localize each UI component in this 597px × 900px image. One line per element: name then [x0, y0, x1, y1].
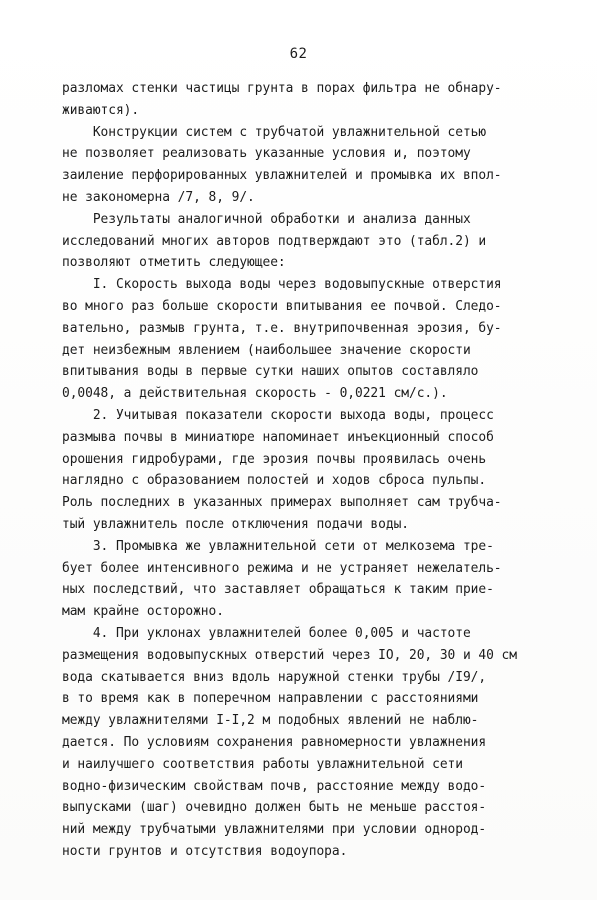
text-line: вательно, размыв грунта, т.е. внутрипочвенная эрозия, бу- — [62, 320, 502, 336]
text-line: заиление перфорированных увлажнителей и промывка их впол- — [62, 168, 502, 184]
page-number: 62 — [289, 46, 308, 62]
text-line: водно-физическим свойствам почв, расстояние между водо- — [62, 778, 487, 794]
text-line: 3. Промывка же увлажнительной сети от мелкозема тре- — [62, 538, 494, 554]
text-line: не закономерна /7, 8, 9/. — [62, 189, 255, 205]
text-line: вода скатывается вниз вдоль наружной стенки трубы /I9/, — [62, 669, 487, 685]
text-line: Результаты аналогичной обработки и анализа данных — [62, 211, 471, 227]
text-line: Роль последних в указанных примерах выполняет сам трубча- — [62, 495, 502, 511]
text-line: выпусками (шаг) очевидно должен быть не меньше расстоя- — [62, 800, 487, 816]
text-line: ных последствий, что заставляет обращаться к таким прие- — [62, 582, 494, 598]
text-line: наглядно с образованием полостей и ходов сброса пульпы. — [62, 473, 487, 489]
text-line: позволяют отметить следующее: — [62, 255, 286, 271]
text-line: тый увлажнитель после отключения подачи воды. — [62, 516, 409, 532]
text-line: дается. По условиям сохранения равномерности увлажнения — [62, 734, 487, 750]
text-line: 0,0048, а действительная скорость - 0,0221 см/с.). — [62, 386, 448, 402]
text-line: ний между трубчатыми увлажнителями при условии однород- — [62, 822, 487, 838]
text-line: размыва почвы в миниатюре напоминает инъекционный способ — [62, 429, 494, 445]
text-line: мам крайне осторожно. — [62, 604, 224, 620]
text-line: разломах стенки частицы грунта в порах фильтра не обнару- — [62, 81, 502, 96]
text-line: дет неизбежным явлением (наибольшее значение скорости — [62, 342, 471, 358]
text-line: бует более интенсивного режима и не устраняет нежелатель- — [62, 560, 502, 576]
text-line: не позволяет реализовать указанные условия и, поэтому — [62, 146, 471, 162]
text-line: во много раз больше скорости впитывания ее почвой. Следо- — [62, 298, 502, 314]
text-line: 4. При уклонах увлажнителей более 0,005 и частоте — [62, 625, 471, 641]
text-line: 2. Учитывая показатели скорости выхода воды, процесс — [62, 407, 494, 423]
text-line: впитывания воды в первые сутки наших опытов составляло — [62, 364, 479, 380]
text-line: исследований многих авторов подтверждают это (табл.2) и — [62, 233, 487, 249]
text-line: в то время как в поперечном направлении с расстояниями — [62, 691, 479, 707]
body-text — [62, 78, 582, 863]
text-line: I. Скорость выхода воды через водовыпускные отверстия — [62, 277, 502, 293]
text-line: Конструкции систем с трубчатой увлажнительной сетью — [62, 124, 487, 140]
text-line: размещения водовыпускных отверстий через IO, 20, 30 и 40 см — [62, 647, 517, 663]
text-line: и наилучшего соответствия работы увлажнительной сети — [62, 756, 463, 772]
text-line: между увлажнителями I-I,2 м подобных явлений не наблю- — [62, 713, 479, 729]
text-line: орошения гидробурами, где эрозия почвы проявилась очень — [62, 451, 487, 467]
text-line: ности грунтов и отсутствия водоупора. — [62, 843, 348, 859]
text-line: живаются). — [62, 102, 140, 118]
